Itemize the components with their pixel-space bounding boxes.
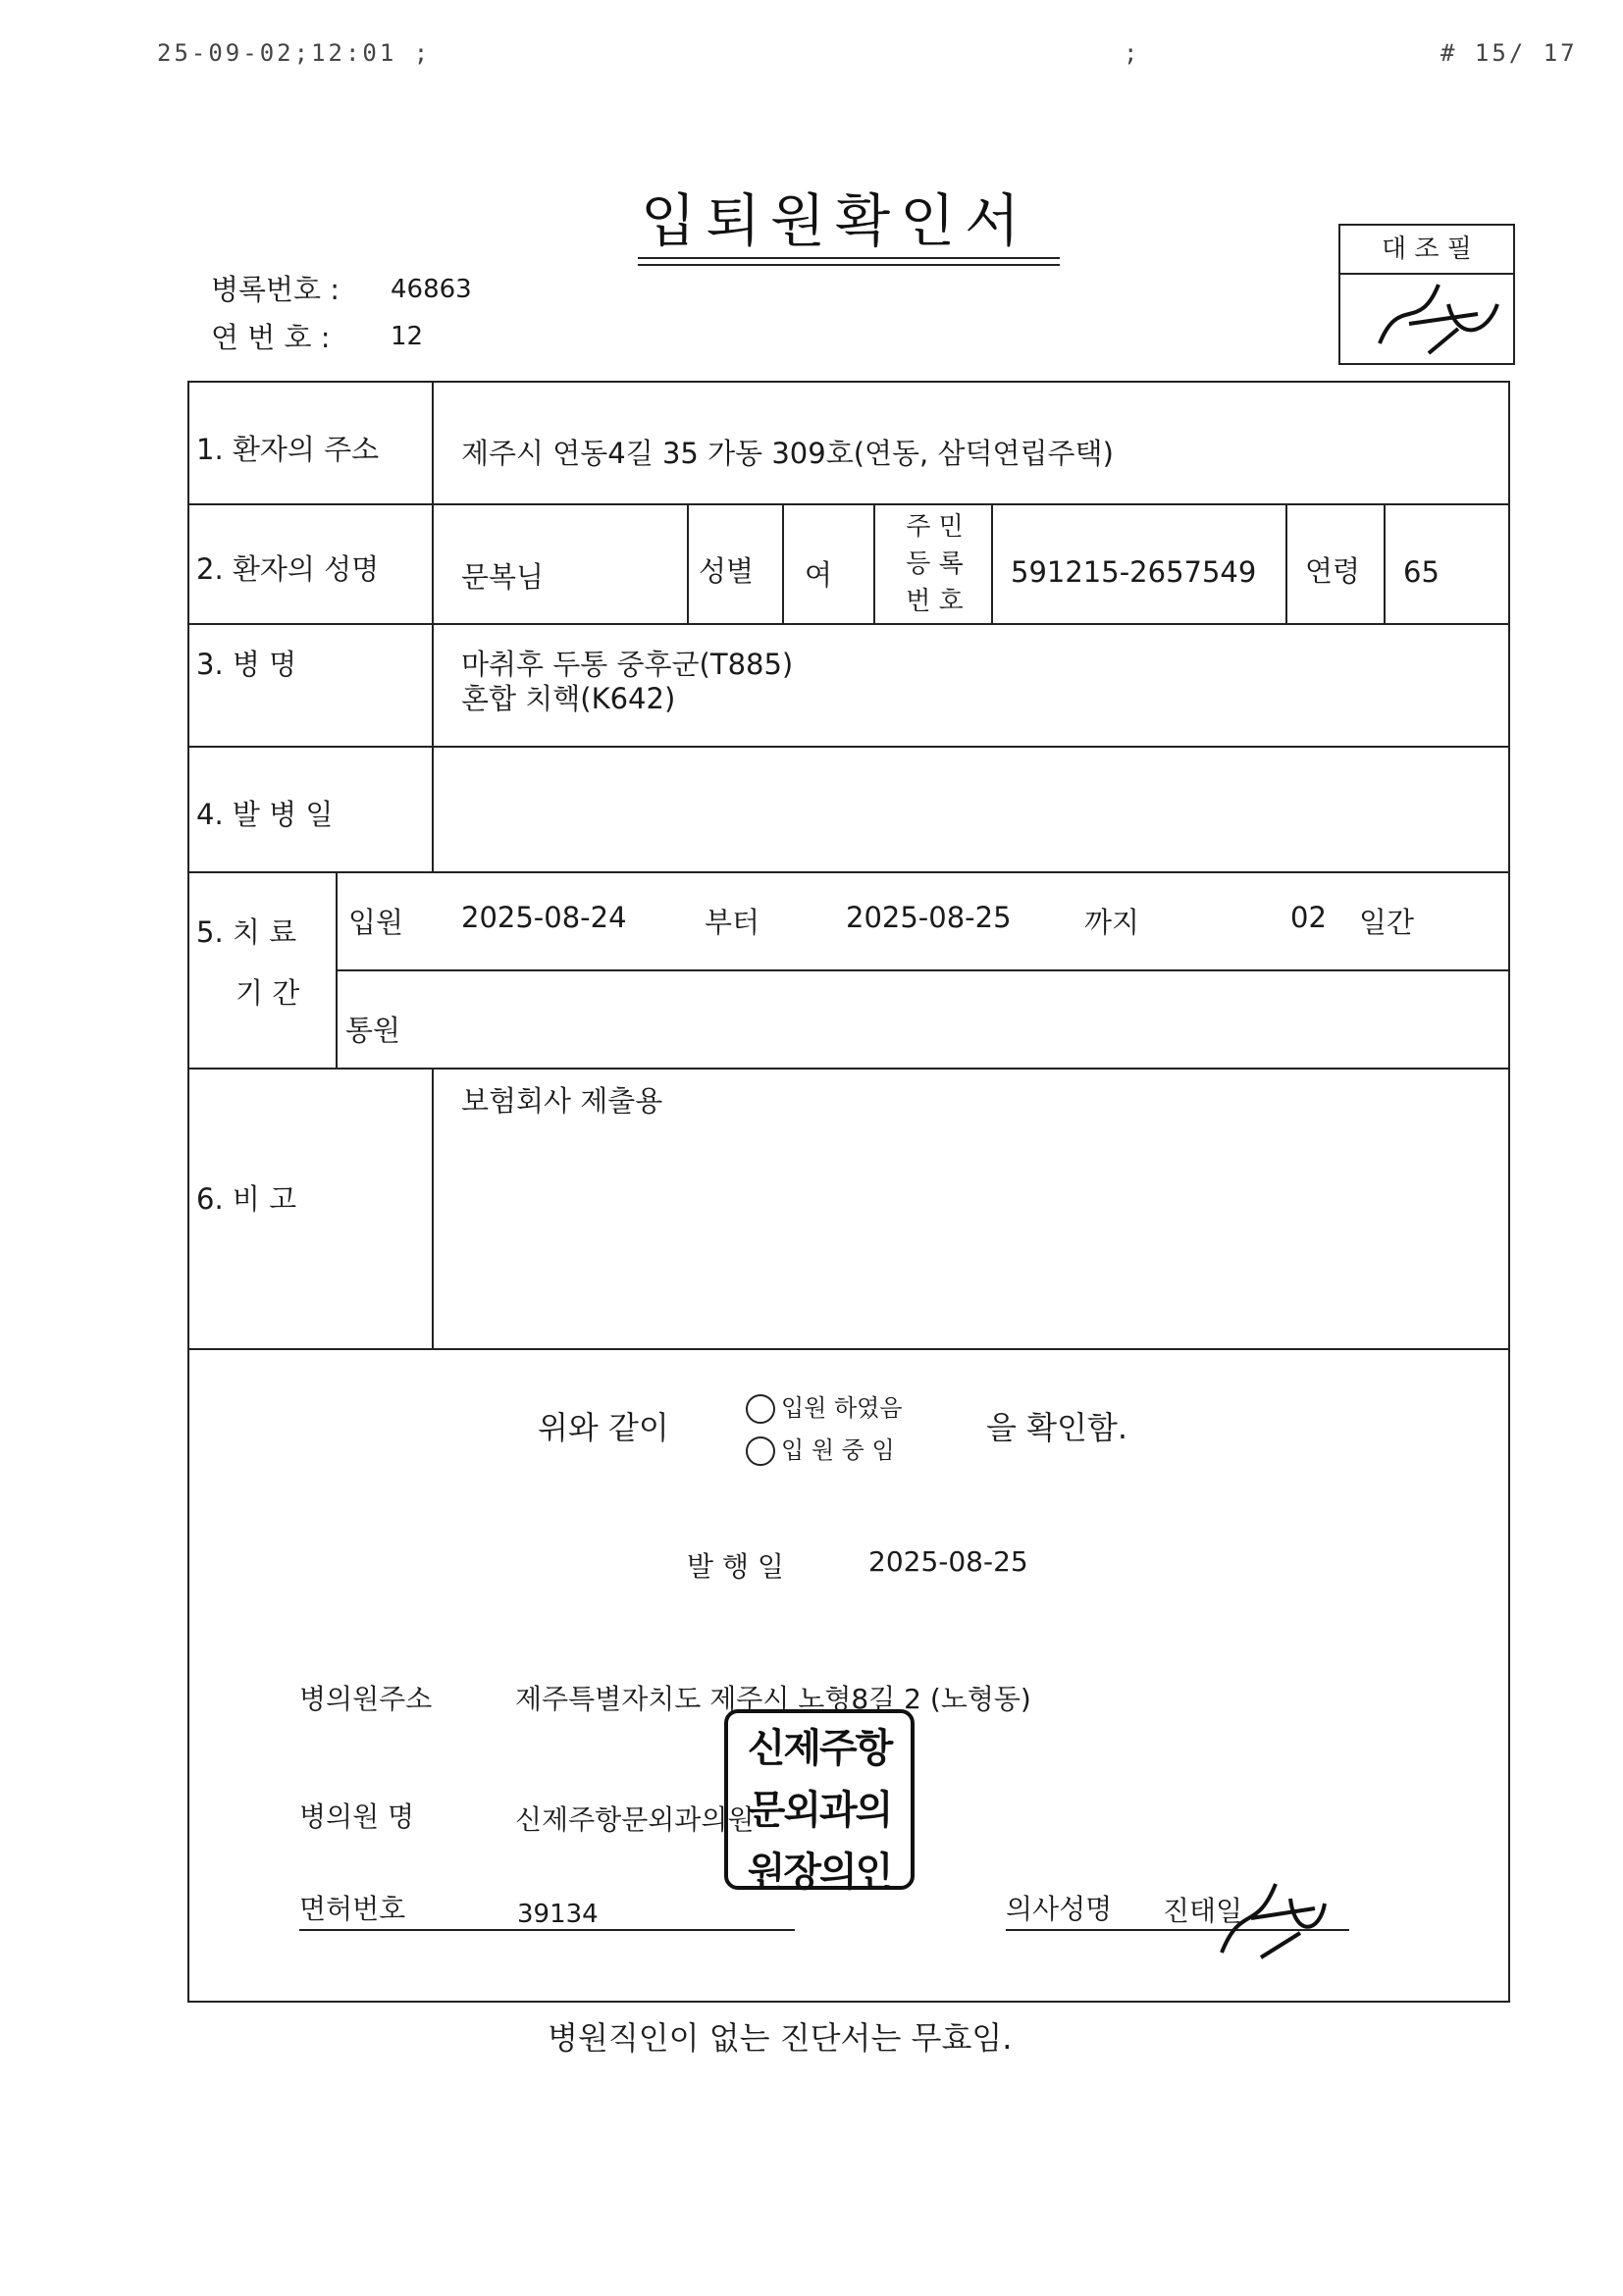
rrn-label-line: 주 민 bbox=[906, 512, 964, 542]
option-label: 입원 하였음 bbox=[781, 1394, 903, 1422]
document-title: 입퇴원확인서 bbox=[641, 187, 1030, 254]
col-divider bbox=[1384, 503, 1386, 623]
disease-label: 3. 병 명 bbox=[196, 648, 297, 681]
row-divider bbox=[187, 871, 1510, 873]
row-divider bbox=[187, 623, 1510, 625]
onset-label: 4. 발 병 일 bbox=[196, 798, 334, 831]
row-divider bbox=[187, 503, 1510, 505]
confirm-option-admitted bbox=[746, 1431, 895, 1466]
compare-box bbox=[1338, 224, 1515, 365]
rrn-value: 591215-2657549 bbox=[1011, 555, 1257, 589]
hospital-name-value: 신제주항문외과의원 bbox=[515, 1803, 755, 1836]
to-suffix: 까지 bbox=[1084, 906, 1140, 939]
age-value: 65 bbox=[1403, 555, 1440, 589]
period-label-2: 기 간 bbox=[236, 976, 300, 1010]
col-divider bbox=[1285, 503, 1287, 623]
disease-line-2: 혼합 치핵(K642) bbox=[461, 682, 676, 715]
sex-label: 성별 bbox=[699, 554, 755, 588]
compare-signature bbox=[1340, 275, 1513, 365]
discharge-date: 2025-08-25 bbox=[846, 901, 1012, 934]
option-label: 입 원 중 임 bbox=[781, 1436, 895, 1464]
days-count: 02 bbox=[1290, 901, 1327, 934]
issue-date-label: 발 행 일 bbox=[687, 1550, 784, 1583]
col-divider bbox=[687, 503, 689, 623]
rrn-label-line: 번 호 bbox=[906, 587, 964, 616]
patient-name-value: 문복님 bbox=[461, 560, 545, 594]
outpatient-label: 통원 bbox=[345, 1014, 401, 1047]
col-divider bbox=[336, 871, 338, 1068]
patient-name-label: 2. 환자의 성명 bbox=[196, 552, 380, 586]
doctor-signature bbox=[1202, 1864, 1330, 1972]
serial-number-label: 연 번 호 : bbox=[211, 321, 331, 354]
serial-number-value: 12 bbox=[391, 322, 424, 351]
address-value: 제주시 연동4길 35 가동 309호(연동, 삼덕연립주택) bbox=[461, 437, 1114, 470]
radio-circle-icon bbox=[746, 1394, 775, 1424]
disease-line-1: 마취후 두통 중후군(T885) bbox=[461, 648, 794, 681]
issue-date-value: 2025-08-25 bbox=[868, 1545, 1028, 1578]
col-divider bbox=[432, 1068, 434, 1348]
sex-value: 여 bbox=[805, 558, 833, 592]
row-divider bbox=[187, 746, 1510, 748]
remarks-value: 보험회사 제출용 bbox=[461, 1084, 663, 1118]
row-divider bbox=[336, 969, 1510, 971]
age-label: 연령 bbox=[1305, 554, 1361, 588]
from-suffix: 부터 bbox=[705, 906, 760, 939]
footer-notice: 병원직인이 없는 진단서는 무효임. bbox=[548, 2019, 1013, 2057]
hospital-seal bbox=[724, 1709, 915, 1895]
col-divider bbox=[782, 503, 784, 623]
seal-text: 원장의인 bbox=[747, 1849, 892, 1895]
hospital-address-label: 병의원주소 bbox=[299, 1683, 433, 1715]
hospital-address-value: 제주특별자치도 제주시 노형8길 2 (노형동) bbox=[515, 1683, 1031, 1715]
record-number-value: 46863 bbox=[391, 275, 472, 304]
row-divider bbox=[187, 1348, 1510, 1350]
col-divider bbox=[873, 503, 875, 623]
days-suffix: 일간 bbox=[1359, 906, 1415, 939]
seal-text: 신제주항 bbox=[747, 1725, 892, 1771]
period-label-1: 5. 치 료 bbox=[196, 915, 297, 949]
remarks-label: 6. 비 고 bbox=[196, 1182, 297, 1216]
rrn-label-line: 등 록 bbox=[906, 549, 964, 579]
confirm-prefix: 위와 같이 bbox=[538, 1409, 669, 1446]
title-underline bbox=[638, 257, 1060, 259]
license-underline bbox=[299, 1929, 795, 1931]
col-divider bbox=[432, 381, 434, 871]
doctor-label: 의사성명 bbox=[1006, 1893, 1113, 1925]
fax-timestamp: 25-09-02;12:01 ; bbox=[157, 39, 432, 67]
fax-separator: ; bbox=[1124, 39, 1141, 67]
admission-date: 2025-08-24 bbox=[461, 901, 627, 934]
radio-circle-icon bbox=[746, 1436, 775, 1466]
confirm-option-inpatient bbox=[746, 1388, 903, 1424]
hospital-name-label: 병의원 명 bbox=[299, 1800, 415, 1833]
col-divider bbox=[991, 503, 993, 623]
fax-page-number: # 15/ 17 bbox=[1440, 39, 1578, 67]
row-divider bbox=[187, 1068, 1510, 1070]
compare-box-label: 대 조 필 bbox=[1340, 226, 1513, 275]
inpatient-label: 입원 bbox=[348, 906, 404, 939]
seal-text: 문외과의 bbox=[747, 1787, 892, 1833]
rrn-label bbox=[888, 508, 981, 620]
title-underline-2 bbox=[638, 264, 1060, 266]
doctor-name: 진태일 bbox=[1163, 1895, 1243, 1927]
confirm-suffix: 을 확인함. bbox=[986, 1409, 1127, 1446]
address-label: 1. 환자의 주소 bbox=[196, 433, 380, 466]
record-number-label: 병록번호 : bbox=[211, 273, 340, 306]
license-label: 면허번호 bbox=[299, 1893, 406, 1925]
license-value: 39134 bbox=[517, 1900, 599, 1929]
